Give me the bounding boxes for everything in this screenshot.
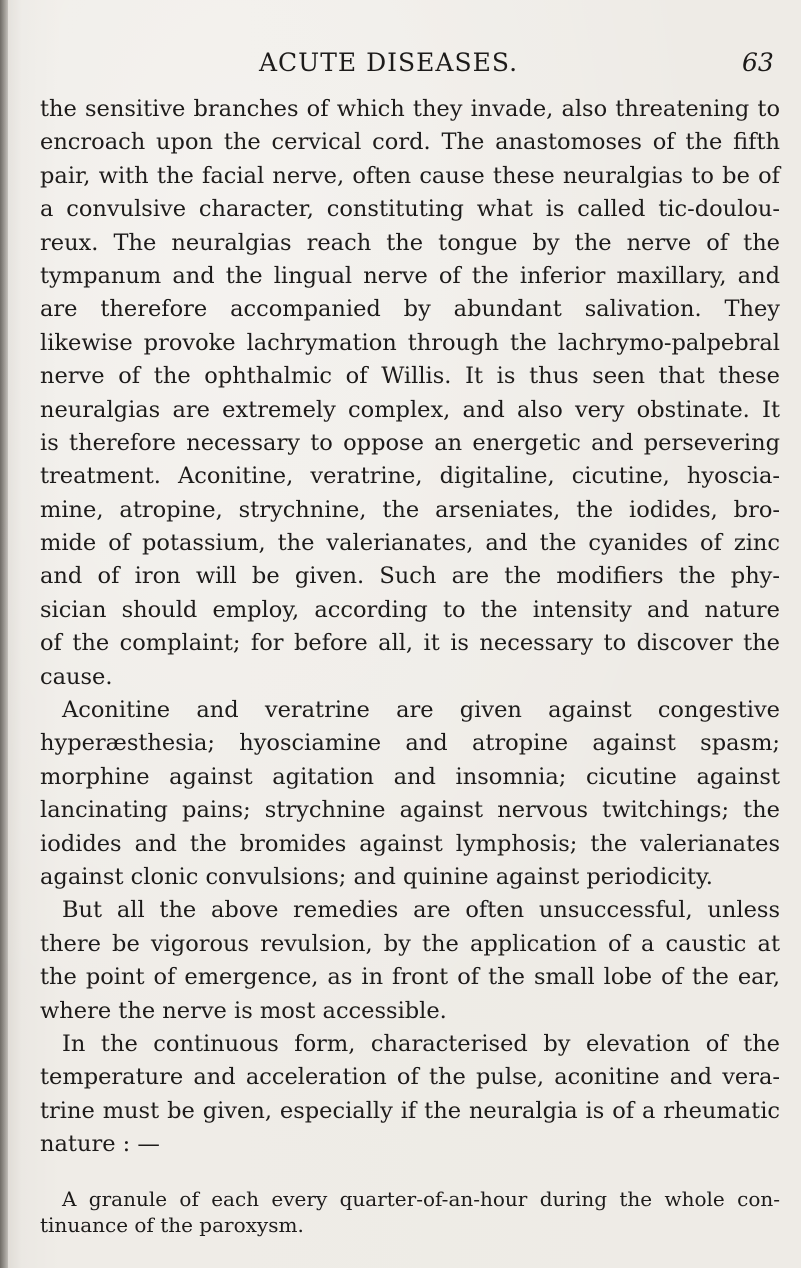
text-line: encroach upon the cervical cord. The anastomoses of the fifth bbox=[40, 129, 780, 156]
text-line: likewise provoke lachrymation through the lachrymo-palpebral bbox=[40, 329, 780, 356]
text-line: is therefore necessary to oppose an energetic and persevering bbox=[40, 429, 780, 456]
text-line: against clonic convulsions; and quinine against periodicity. bbox=[40, 863, 713, 890]
page-header bbox=[0, 48, 801, 88]
text-line: the sensitive branches of which they invade, also threatening to bbox=[40, 96, 780, 122]
text-line: sician should employ, according to the intensity and nature bbox=[40, 596, 780, 623]
text-line: mide of potassium, the valerianates, and the cyanides of zinc bbox=[40, 530, 780, 557]
text-line: a convulsive character, constituting what is called tic-doulou- bbox=[40, 196, 780, 223]
text-line: lancinating pains; strychnine against nervous twitchings; the bbox=[40, 797, 780, 824]
formula-line: tinuance of the paroxysm. bbox=[40, 1212, 304, 1237]
text-line: morphine against agitation and insomnia; cicutine against bbox=[40, 763, 780, 790]
text-line: reux. The neuralgias reach the tongue by the nerve of the bbox=[40, 229, 780, 256]
text-line: But all the above remedies are often unsuccessful, unless bbox=[62, 897, 780, 924]
text-line: the point of emergence, as in front of the small lobe of the ear, bbox=[40, 964, 780, 991]
text-line: and of iron will be given. Such are the modifiers the phy- bbox=[40, 563, 780, 590]
paragraph-revulsion bbox=[40, 894, 780, 1028]
text-line: In the continuous form, characterised by elevation of the bbox=[62, 1030, 780, 1057]
text-line: of the complaint; for before all, it is necessary to discover the bbox=[40, 630, 780, 657]
text-line: hyperæsthesia; hyosciamine and atropine against spasm; bbox=[40, 730, 780, 757]
text-line: cause. bbox=[40, 663, 113, 690]
paragraph-continuous-form bbox=[40, 1028, 780, 1162]
page-number: 63 bbox=[742, 48, 774, 77]
running-title: ACUTE DISEASES. bbox=[259, 48, 519, 77]
text-line: iodides and the bromides against lymphosis; the valerianates bbox=[40, 830, 780, 857]
text-line: where the nerve is most accessible. bbox=[40, 997, 447, 1024]
text-line: neuralgias are extremely complex, and also very obstinate. It bbox=[40, 396, 780, 423]
paragraph-remedies-list bbox=[40, 694, 780, 894]
text-line: trine must be given, especially if the neuralgia is of a rheumatic bbox=[40, 1097, 780, 1124]
body-text bbox=[40, 93, 780, 1238]
paragraph-neuralgia-complexity bbox=[40, 93, 780, 694]
text-line: there be vigorous revulsion, by the application of a caustic at bbox=[40, 930, 780, 957]
text-line: pair, with the facial nerve, often cause these neuralgias to be of bbox=[40, 162, 780, 189]
text-line: temperature and acceleration of the pulse, aconitine and vera- bbox=[40, 1064, 780, 1091]
text-line: are therefore accompanied by abundant salivation. They bbox=[40, 296, 780, 323]
formula-line: A granule of each every quarter-of-an-hour during the whole con- bbox=[62, 1186, 780, 1211]
text-line: tympanum and the lingual nerve of the inferior maxillary, and bbox=[40, 262, 780, 289]
text-line: nerve of the ophthalmic of Willis. It is thus seen that these bbox=[40, 363, 780, 390]
text-line: nature : — bbox=[40, 1131, 160, 1158]
text-line: treatment. Aconitine, veratrine, digitaline, cicutine, hyoscia- bbox=[40, 463, 780, 490]
text-line: mine, atropine, strychnine, the arseniates, the iodides, bro- bbox=[40, 496, 780, 523]
binding-shadow bbox=[0, 0, 8, 1268]
text-line: Aconitine and veratrine are given against congestive bbox=[62, 697, 780, 724]
dosage-formula bbox=[40, 1186, 780, 1238]
